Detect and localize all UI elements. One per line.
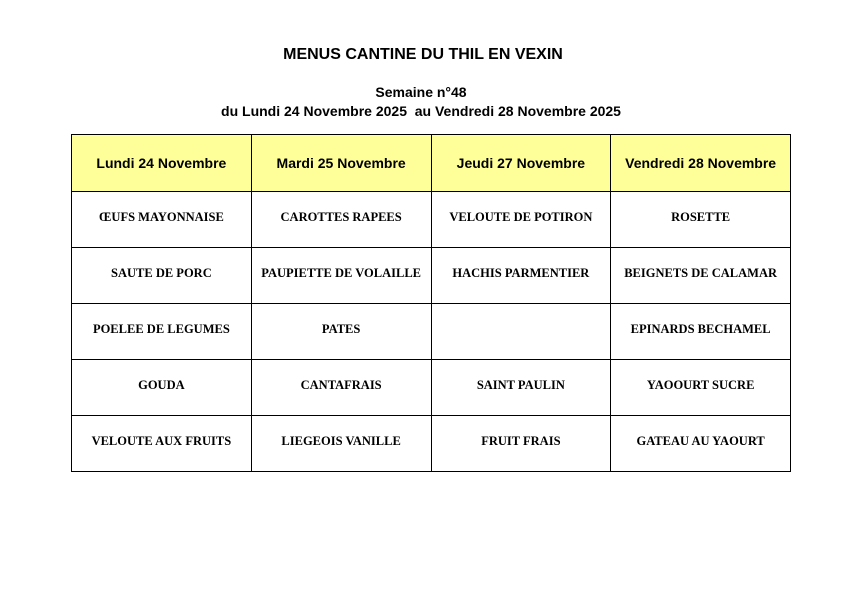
menu-cell: PATES: [251, 304, 431, 360]
menu-cell: GOUDA: [72, 360, 252, 416]
menu-cell: [431, 304, 611, 360]
menu-cell: EPINARDS BECHAMEL: [611, 304, 791, 360]
menu-cell: LIEGEOIS VANILLE: [251, 416, 431, 472]
table-row: [72, 192, 791, 248]
menu-cell: SAUTE DE PORC: [72, 248, 252, 304]
page-title: MENUS CANTINE DU THIL EN VEXIN: [283, 46, 563, 63]
menu-table: [71, 134, 791, 472]
table-row: [72, 416, 791, 472]
menu-cell: FRUIT FRAIS: [431, 416, 611, 472]
menu-cell: VELOUTE DE POTIRON: [431, 192, 611, 248]
menu-cell: PAUPIETTE DE VOLAILLE: [251, 248, 431, 304]
menu-cell: ŒUFS MAYONNAISE: [72, 192, 252, 248]
menu-cell: HACHIS PARMENTIER: [431, 248, 611, 304]
week-number: Semaine n°48: [375, 84, 467, 100]
menu-cell: BEIGNETS DE CALAMAR: [611, 248, 791, 304]
menu-cell: GATEAU AU YAOURT: [611, 416, 791, 472]
date-range: du Lundi 24 Novembre 2025 au Vendredi 28 Novembre 2025: [221, 103, 621, 119]
menu-cell: SAINT PAULIN: [431, 360, 611, 416]
day-header-row: [72, 135, 791, 192]
menu-cell: CANTAFRAIS: [251, 360, 431, 416]
menu-cell: YAOOURT SUCRE: [611, 360, 791, 416]
table-row: [72, 360, 791, 416]
table-row: [72, 248, 791, 304]
day-header: Vendredi 28 Novembre: [611, 135, 791, 192]
day-header: Mardi 25 Novembre: [251, 135, 431, 192]
day-header: Lundi 24 Novembre: [72, 135, 252, 192]
menu-cell: ROSETTE: [611, 192, 791, 248]
menu-cell: POELEE DE LEGUMES: [72, 304, 252, 360]
day-header: Jeudi 27 Novembre: [431, 135, 611, 192]
table-row: [72, 304, 791, 360]
menu-cell: CAROTTES RAPEES: [251, 192, 431, 248]
menu-cell: VELOUTE AUX FRUITS: [72, 416, 252, 472]
